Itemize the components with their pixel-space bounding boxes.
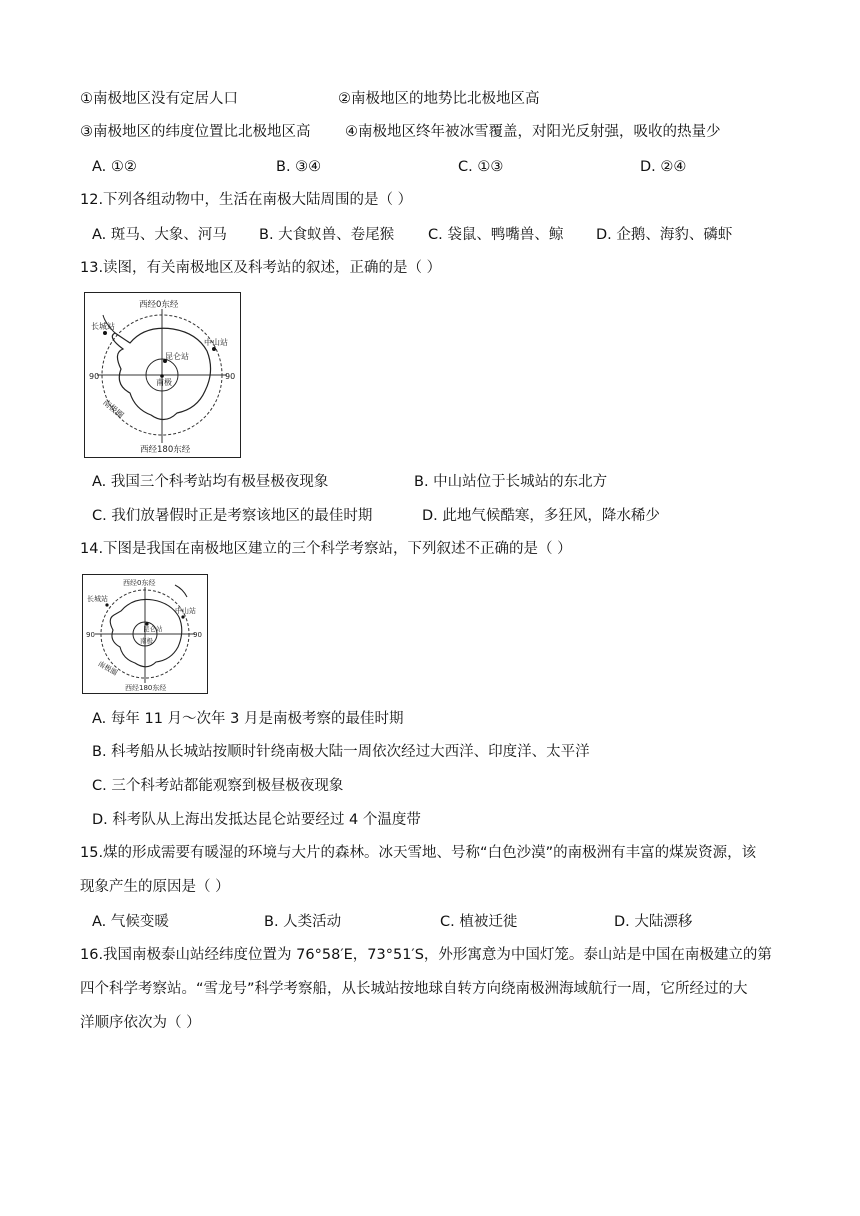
q12-stem: 12.下列各组动物中，生活在南极大陆周围的是（ ） (80, 192, 413, 208)
statement-4: ④南极地区终年被冰雪覆盖，对阳光反射强，吸收的热量少 (345, 124, 721, 140)
map-kunlun-label: 昆仑站 (165, 352, 189, 361)
map-zhongshan-label: 中山站 (204, 338, 228, 347)
small-map-right-lon: 90 (193, 631, 202, 639)
antarctica-map-svg (85, 293, 240, 457)
q12-option-d: D. 企鹅、海豹、磷虾 (596, 227, 733, 243)
q14-option-b: B. 科考船从长城站按顺时针绕南极大陆一周依次经过大西洋、印度洋、太平洋 (92, 744, 590, 760)
statement-1: ①南极地区没有定居人口 (80, 91, 238, 107)
antarctica-map-small (82, 574, 208, 694)
map-circle-label: 南极圈 (101, 397, 126, 421)
q15-option-d: D. 大陆漂移 (614, 914, 693, 930)
q14-stem: 14.下图是我国在南极地区建立的三个科学考察站，下列叙述不正确的是（ ） (80, 541, 572, 557)
antarctica-map-large (84, 292, 241, 458)
map-pole-label: 南极 (156, 378, 172, 387)
map-top-label: 西经0东经 (139, 300, 179, 310)
q15-stem-line1: 15.煤的形成需要有暖湿的环境与大片的森林。冰天雪地、号称“白色沙漠”的南极洲有丰富的煤炭资源，该 (80, 845, 757, 861)
map-right-lon: 90 (225, 372, 236, 381)
statement-2: ②南极地区的地势比北极地区高 (338, 91, 540, 107)
q12-option-b: B. 大食蚁兽、卷尾猴 (259, 227, 395, 243)
q15-option-c: C. 植被迁徙 (440, 914, 518, 930)
small-map-bottom-label: 西经180东经 (125, 684, 167, 692)
q13-option-c: C. 我们放暑假时正是考察该地区的最佳时期 (92, 508, 373, 524)
q11-option-d: D. ②④ (640, 159, 687, 175)
q14-option-d: D. 科考队从上海出发抵达昆仑站要经过 4 个温度带 (92, 812, 421, 828)
small-map-zhongshan-label: 中山站 (175, 607, 196, 615)
q13-option-a: A. 我国三个科考站均有极昼极夜现象 (92, 474, 329, 490)
q11-option-c: C. ①③ (458, 159, 504, 175)
q12-option-a: A. 斑马、大象、河马 (92, 227, 227, 243)
small-changcheng-marker (105, 603, 108, 606)
q16-stem-line2: 四个科学考察站。“雪龙号”科学考察船，从长城站按地球自转方向绕南极洲海域航行一周，它所经过的大 (80, 981, 748, 997)
q15-option-b: B. 人类活动 (264, 914, 342, 930)
q13-stem: 13.读图，有关南极地区及科考站的叙述，正确的是（ ） (80, 260, 442, 276)
antarctica-map-small-svg (83, 575, 207, 693)
q12-option-c: C. 袋鼠、鸭嘴兽、鲸 (428, 227, 564, 243)
map-changcheng-label: 长城站 (91, 322, 115, 331)
q13-option-d: D. 此地气候酷寒，多狂风，降水稀少 (422, 508, 660, 524)
changcheng-station-marker (103, 331, 107, 335)
map-left-lon: 90 (89, 372, 100, 381)
small-map-pole-label: 南极 (140, 637, 153, 645)
small-map-circle-label: 南极圈 (96, 659, 119, 678)
q16-stem-line3: 洋顺序依次为（ ） (80, 1015, 201, 1031)
q11-option-a: A. ①② (92, 159, 137, 175)
small-map-changcheng-label: 长城站 (87, 595, 108, 603)
q13-option-b: B. 中山站位于长城站的东北方 (414, 474, 608, 490)
statement-3: ③南极地区的纬度位置比北极地区高 (80, 124, 311, 140)
small-map-left-lon: 90 (86, 631, 95, 639)
small-zhongshan-marker (181, 615, 184, 618)
q14-option-a: A. 每年 11 月～次年 3 月是南极考察的最佳时期 (92, 711, 404, 727)
q11-option-b: B. ③④ (276, 159, 322, 175)
zhongshan-station-marker (212, 347, 216, 351)
q14-option-c: C. 三个科考站都能观察到极昼极夜现象 (92, 778, 344, 794)
map-bottom-label: 西经180东经 (140, 445, 191, 455)
small-map-kunlun-label: 昆仑站 (143, 625, 163, 633)
q16-stem-line1: 16.我国南极泰山站经纬度位置为 76°58′E，73°51′S，外形寓意为中国灯笼。泰山站是中国在南极建立的第 (80, 947, 772, 963)
q15-stem-line2: 现象产生的原因是（ ） (80, 879, 230, 895)
q15-option-a: A. 气候变暖 (92, 914, 169, 930)
small-map-top-label: 西经0东经 (123, 579, 156, 587)
